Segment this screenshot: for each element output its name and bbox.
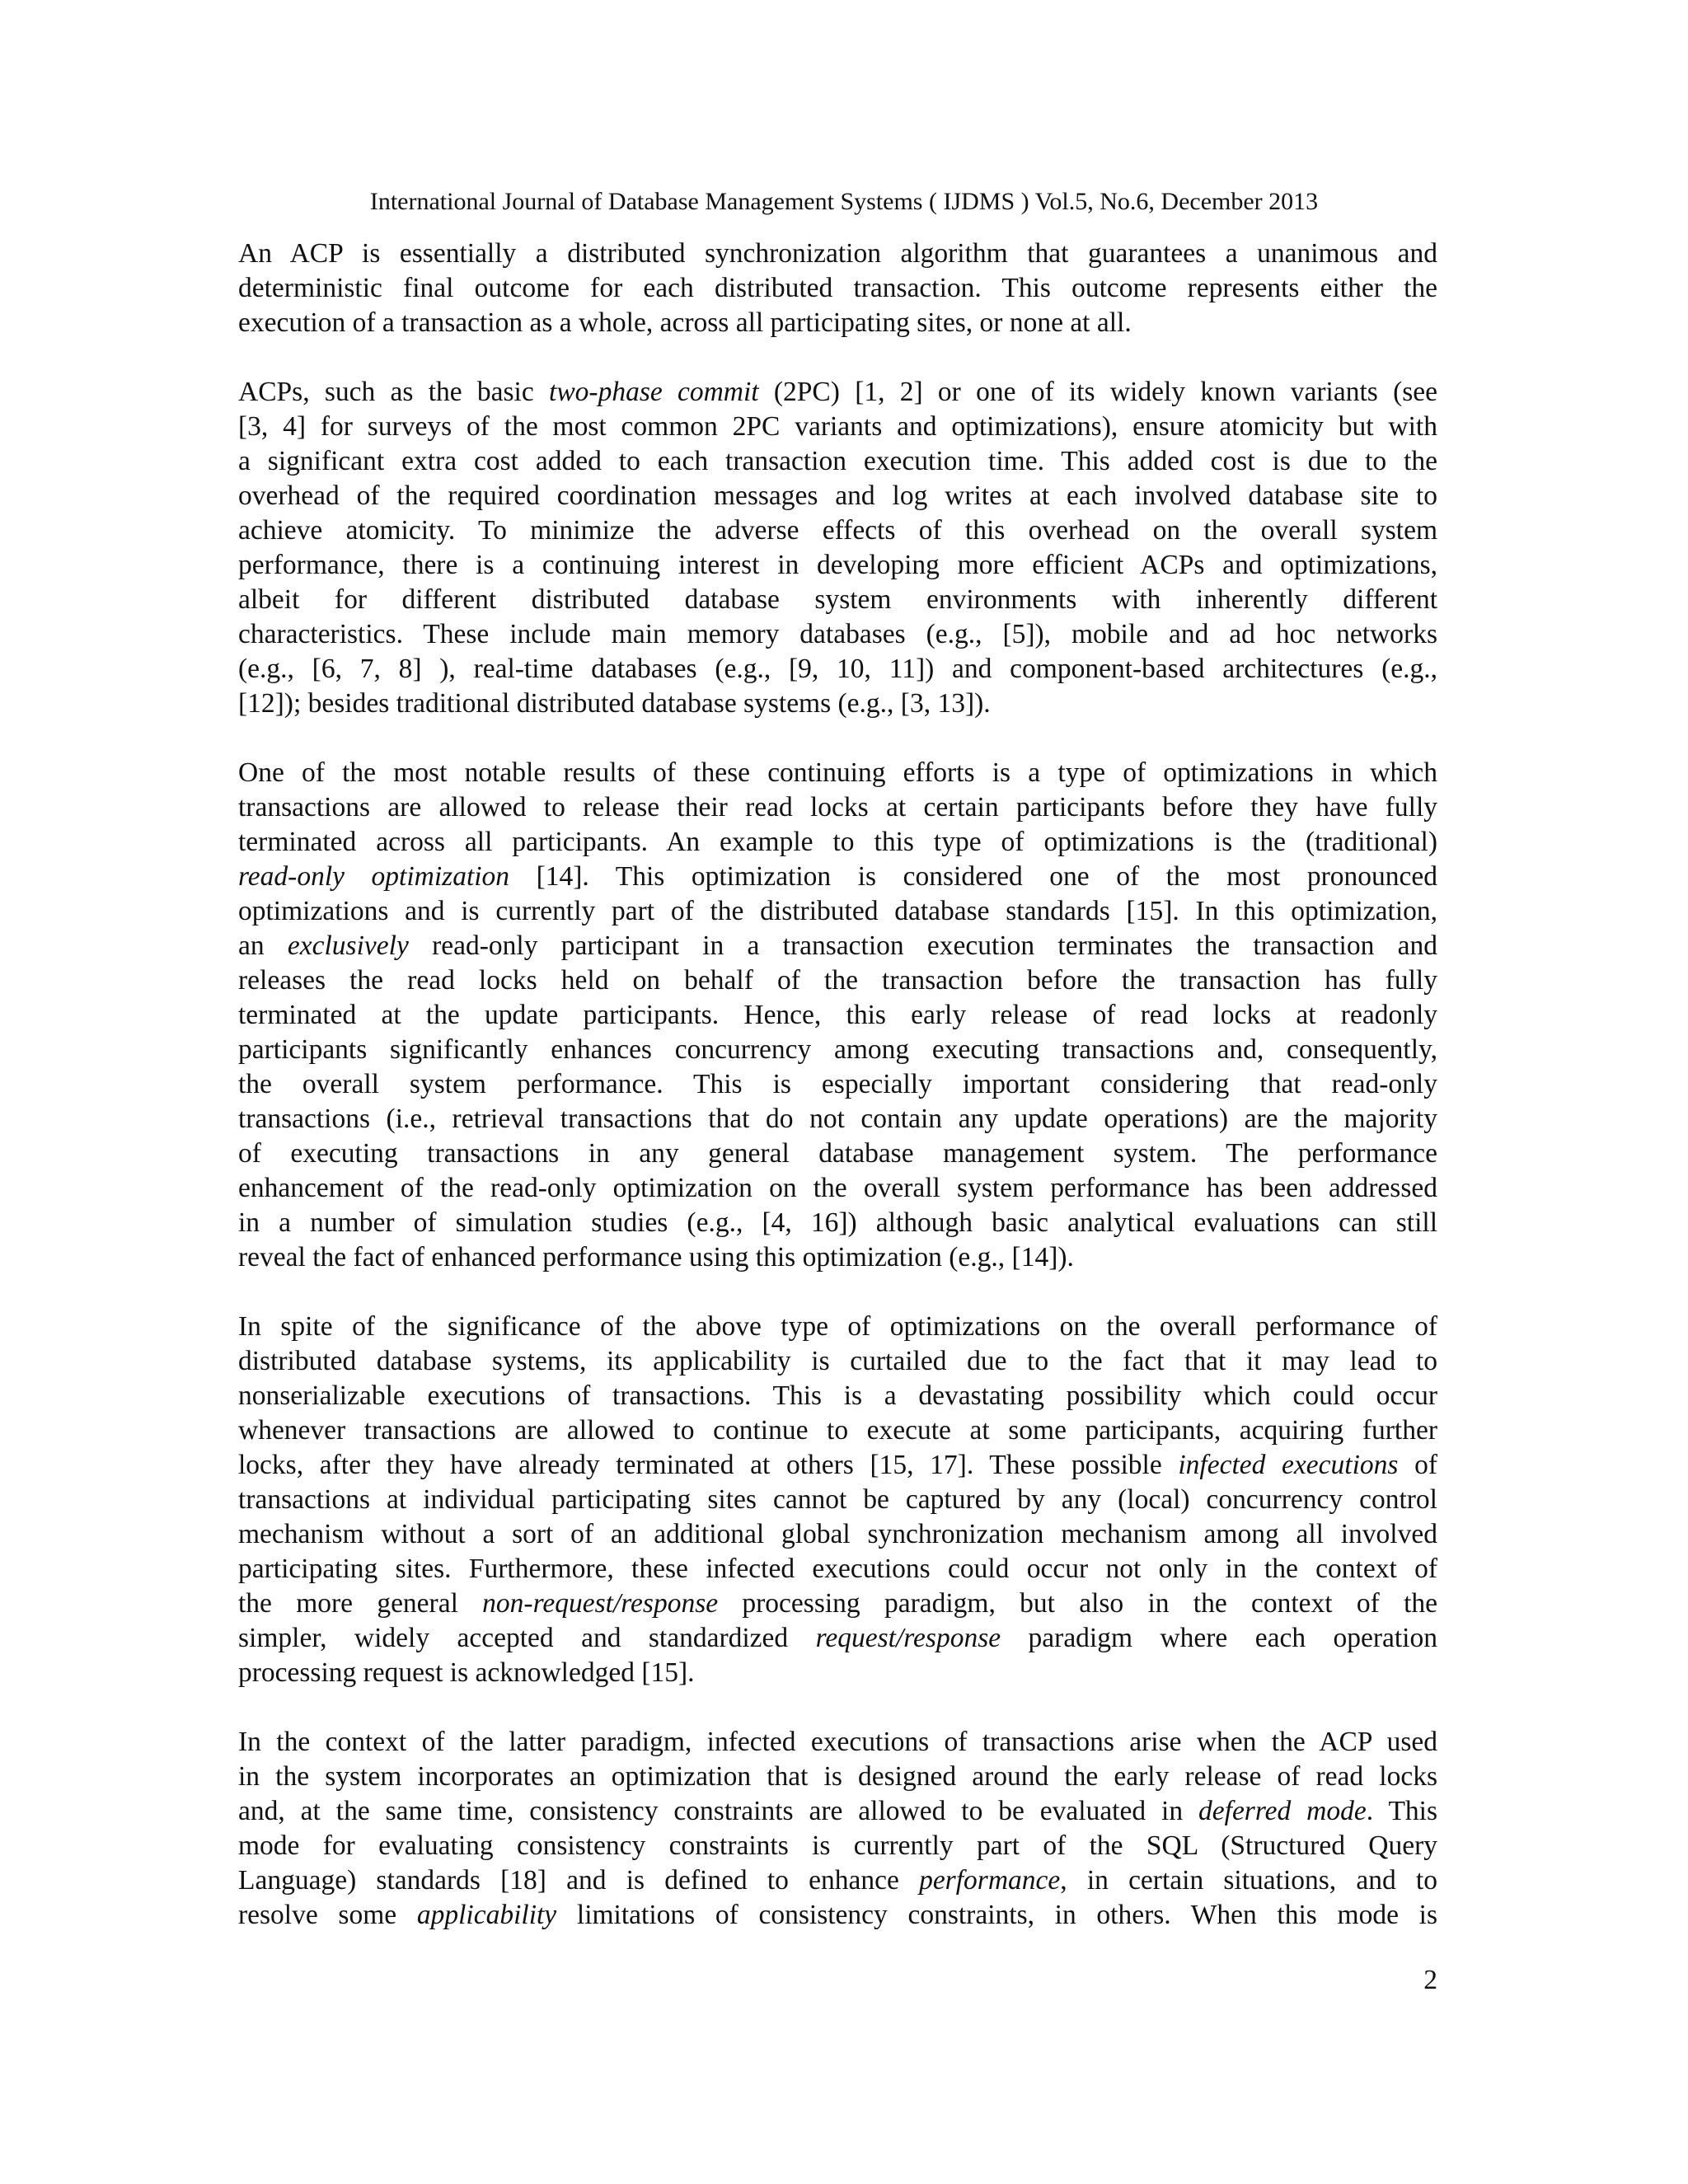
text-segment: in a number of simulation studies (e.g., [4, 16]) although basic analytical evaluations can still [238,1207,1437,1238]
text-line [238,1413,1437,1448]
text-line [238,237,1437,271]
text-line [238,1137,1437,1171]
italic-term: performance [919,1865,1061,1896]
text-line [238,1760,1437,1794]
text-segment: in the system incorporates an optimization that is designed around the early release of read locks [238,1761,1437,1792]
text-line [238,1310,1437,1344]
text-segment: [14]. This optimization is considered one of the most pronounced [509,861,1437,892]
text-line [238,998,1437,1033]
text-line [238,548,1437,583]
text-segment: (e.g., [6, 7, 8] ), real-time databases (e.g., [9, 10, 11]) and component-based architectures (e.g., [238,654,1437,684]
paragraph [238,1725,1437,1933]
running-header: International Journal of Database Management Systems ( IJDMS ) Vol.5, No.6, December 2013 [369,188,1319,215]
text-line [238,825,1437,860]
text-segment: . This [1366,1796,1437,1826]
text-line [238,1102,1437,1137]
text-segment: Language) standards [18] and is defined to enhance [238,1865,920,1896]
text-segment: One of the most notable results of these continuing efforts is a type of optimizations in which [238,757,1437,788]
text-line [238,1448,1437,1483]
text-line [238,1379,1437,1413]
text-segment: transactions are allowed to release their read locks at certain participants before they have fully [238,792,1437,823]
text-segment: an [238,930,288,961]
text-segment: [12]); besides traditional distributed database systems (e.g., [3, 13]). [238,688,991,719]
text-line [238,1621,1437,1656]
text-line [238,479,1437,513]
text-line [238,410,1437,444]
text-line [238,963,1437,998]
text-segment: execution of a transaction as a whole, across all participating sites, or none at all. [238,307,1132,338]
text-segment: paradigm where each operation [1001,1623,1437,1653]
text-line [238,444,1437,479]
text-line [238,1517,1437,1552]
text-segment: mechanism without a sort of an additional global synchronization mechanism among all involved [238,1519,1437,1549]
italic-term: infected executions [1178,1450,1399,1480]
text-segment: An ACP is essentially a distributed synchronization algorithm that guarantees a unanimous and [238,238,1437,269]
text-line [238,1483,1437,1517]
text-line [238,1725,1437,1760]
text-line [238,1067,1437,1102]
text-segment: the more general [238,1588,483,1619]
text-segment: albeit for different distributed database system environments with inherently different [238,584,1437,615]
italic-term: read-only optimization [238,861,510,892]
italic-term: deferred mode [1198,1796,1367,1826]
text-segment: terminated at the update participants. Hence, this early release of read locks at readonly [238,1000,1437,1030]
text-line [238,1033,1437,1067]
text-line [238,1344,1437,1379]
text-segment: mode for evaluating consistency constraints is currently part of the SQL (Structured Query [238,1830,1437,1861]
text-segment: a significant extra cost added to each transaction execution time. This added cost is due to the [238,446,1437,476]
text-line [238,652,1437,687]
text-segment: locks, after they have already terminated at others [15, 17]. These possible [238,1450,1179,1480]
text-line [238,1240,1437,1275]
text-line [238,1656,1437,1690]
text-segment: resolve some [238,1900,417,1930]
text-line [238,1206,1437,1240]
text-line [238,513,1437,548]
text-segment: transactions at individual participating sites cannot be captured by any (local) concurrency control [238,1484,1437,1515]
text-segment: In spite of the significance of the above type of optimizations on the overall performance of [238,1311,1437,1342]
text-segment: of executing transactions in any general database management system. The performance [238,1138,1437,1169]
text-line [238,306,1437,340]
text-line [238,1898,1437,1933]
paragraph [238,375,1437,721]
text-segment: , in certain situations, and to [1060,1865,1437,1896]
text-segment: distributed database systems, its applicability is curtailed due to the fact that it may lead to [238,1346,1437,1376]
text-segment: processing paradigm, but also in the context of the [718,1588,1437,1619]
italic-term: request/response [815,1623,1001,1653]
text-segment: transactions (i.e., retrieval transactions that do not contain any update operations) are the majority [238,1104,1437,1134]
paragraph [238,1310,1437,1690]
text-segment: simpler, widely accepted and standardized [238,1623,816,1653]
text-line [238,860,1437,894]
text-segment: processing request is acknowledged [15]. [238,1657,695,1688]
italic-term: applicability [416,1900,557,1930]
text-segment: participating sites. Furthermore, these infected executions could occur not only in the context of [238,1554,1437,1584]
text-segment: reveal the fact of enhanced performance using this optimization (e.g., [14]). [238,1242,1074,1272]
text-line [238,617,1437,652]
text-segment: performance, there is a continuing interest in developing more efficient ACPs and optimizations, [238,550,1437,580]
text-segment: and, at the same time, consistency constraints are allowed to be evaluated in [238,1796,1199,1826]
text-line [238,583,1437,617]
text-segment: the overall system performance. This is especially important considering that read-only [238,1069,1437,1099]
text-line [238,687,1437,721]
text-line [238,1552,1437,1586]
text-segment: terminated across all participants. An example to this type of optimizations is the (traditional) [238,827,1437,857]
body-text [238,237,1437,1967]
text-line [238,375,1437,410]
text-segment: participants significantly enhances concurrency among executing transactions and, consequently, [238,1034,1437,1065]
text-line [238,1829,1437,1863]
text-line [238,929,1437,963]
text-segment: optimizations and is currently part of the distributed database standards [15]. In this optimization, [238,896,1437,926]
paragraph [238,237,1437,340]
paragraph [238,756,1437,1275]
text-line [238,1586,1437,1621]
text-segment: nonserializable executions of transactions. This is a devastating possibility which could occur [238,1380,1437,1411]
text-segment: read-only participant in a transaction execution terminates the transaction and [408,930,1437,961]
text-line [238,271,1437,306]
text-segment: characteristics. These include main memory databases (e.g., [5]), mobile and ad hoc networks [238,619,1437,649]
text-segment: enhancement of the read-only optimization on the overall system performance has been addressed [238,1173,1437,1203]
text-line [238,756,1437,790]
text-segment: overhead of the required coordination messages and log writes at each involved database site to [238,480,1437,511]
text-segment: whenever transactions are allowed to continue to execute at some participants, acquiring further [238,1415,1437,1446]
text-segment: of [1398,1450,1438,1480]
italic-term: exclusively [287,930,409,961]
page-number: 2 [1423,1965,1437,1995]
text-line [238,1171,1437,1206]
text-segment: limitations of consistency constraints, in others. When this mode is [556,1900,1437,1930]
italic-term: non-request/response [482,1588,719,1619]
italic-term: two-phase commit [549,377,759,407]
text-segment: [3, 4] for surveys of the most common 2PC variants and optimizations), ensure atomicity but with [238,411,1437,442]
text-segment: ACPs, such as the basic [238,377,550,407]
text-segment: releases the read locks held on behalf of the transaction before the transaction has fully [238,965,1437,996]
text-line [238,790,1437,825]
text-segment: achieve atomicity. To minimize the adverse effects of this overhead on the overall system [238,515,1437,546]
text-line [238,894,1437,929]
text-segment: (2PC) [1, 2] or one of its widely known variants (see [758,377,1437,407]
text-segment: In the context of the latter paradigm, infected executions of transactions arise when the ACP used [238,1727,1437,1757]
text-segment: deterministic final outcome for each distributed transaction. This outcome represents either the [238,273,1437,303]
text-line [238,1863,1437,1898]
text-line [238,1794,1437,1829]
